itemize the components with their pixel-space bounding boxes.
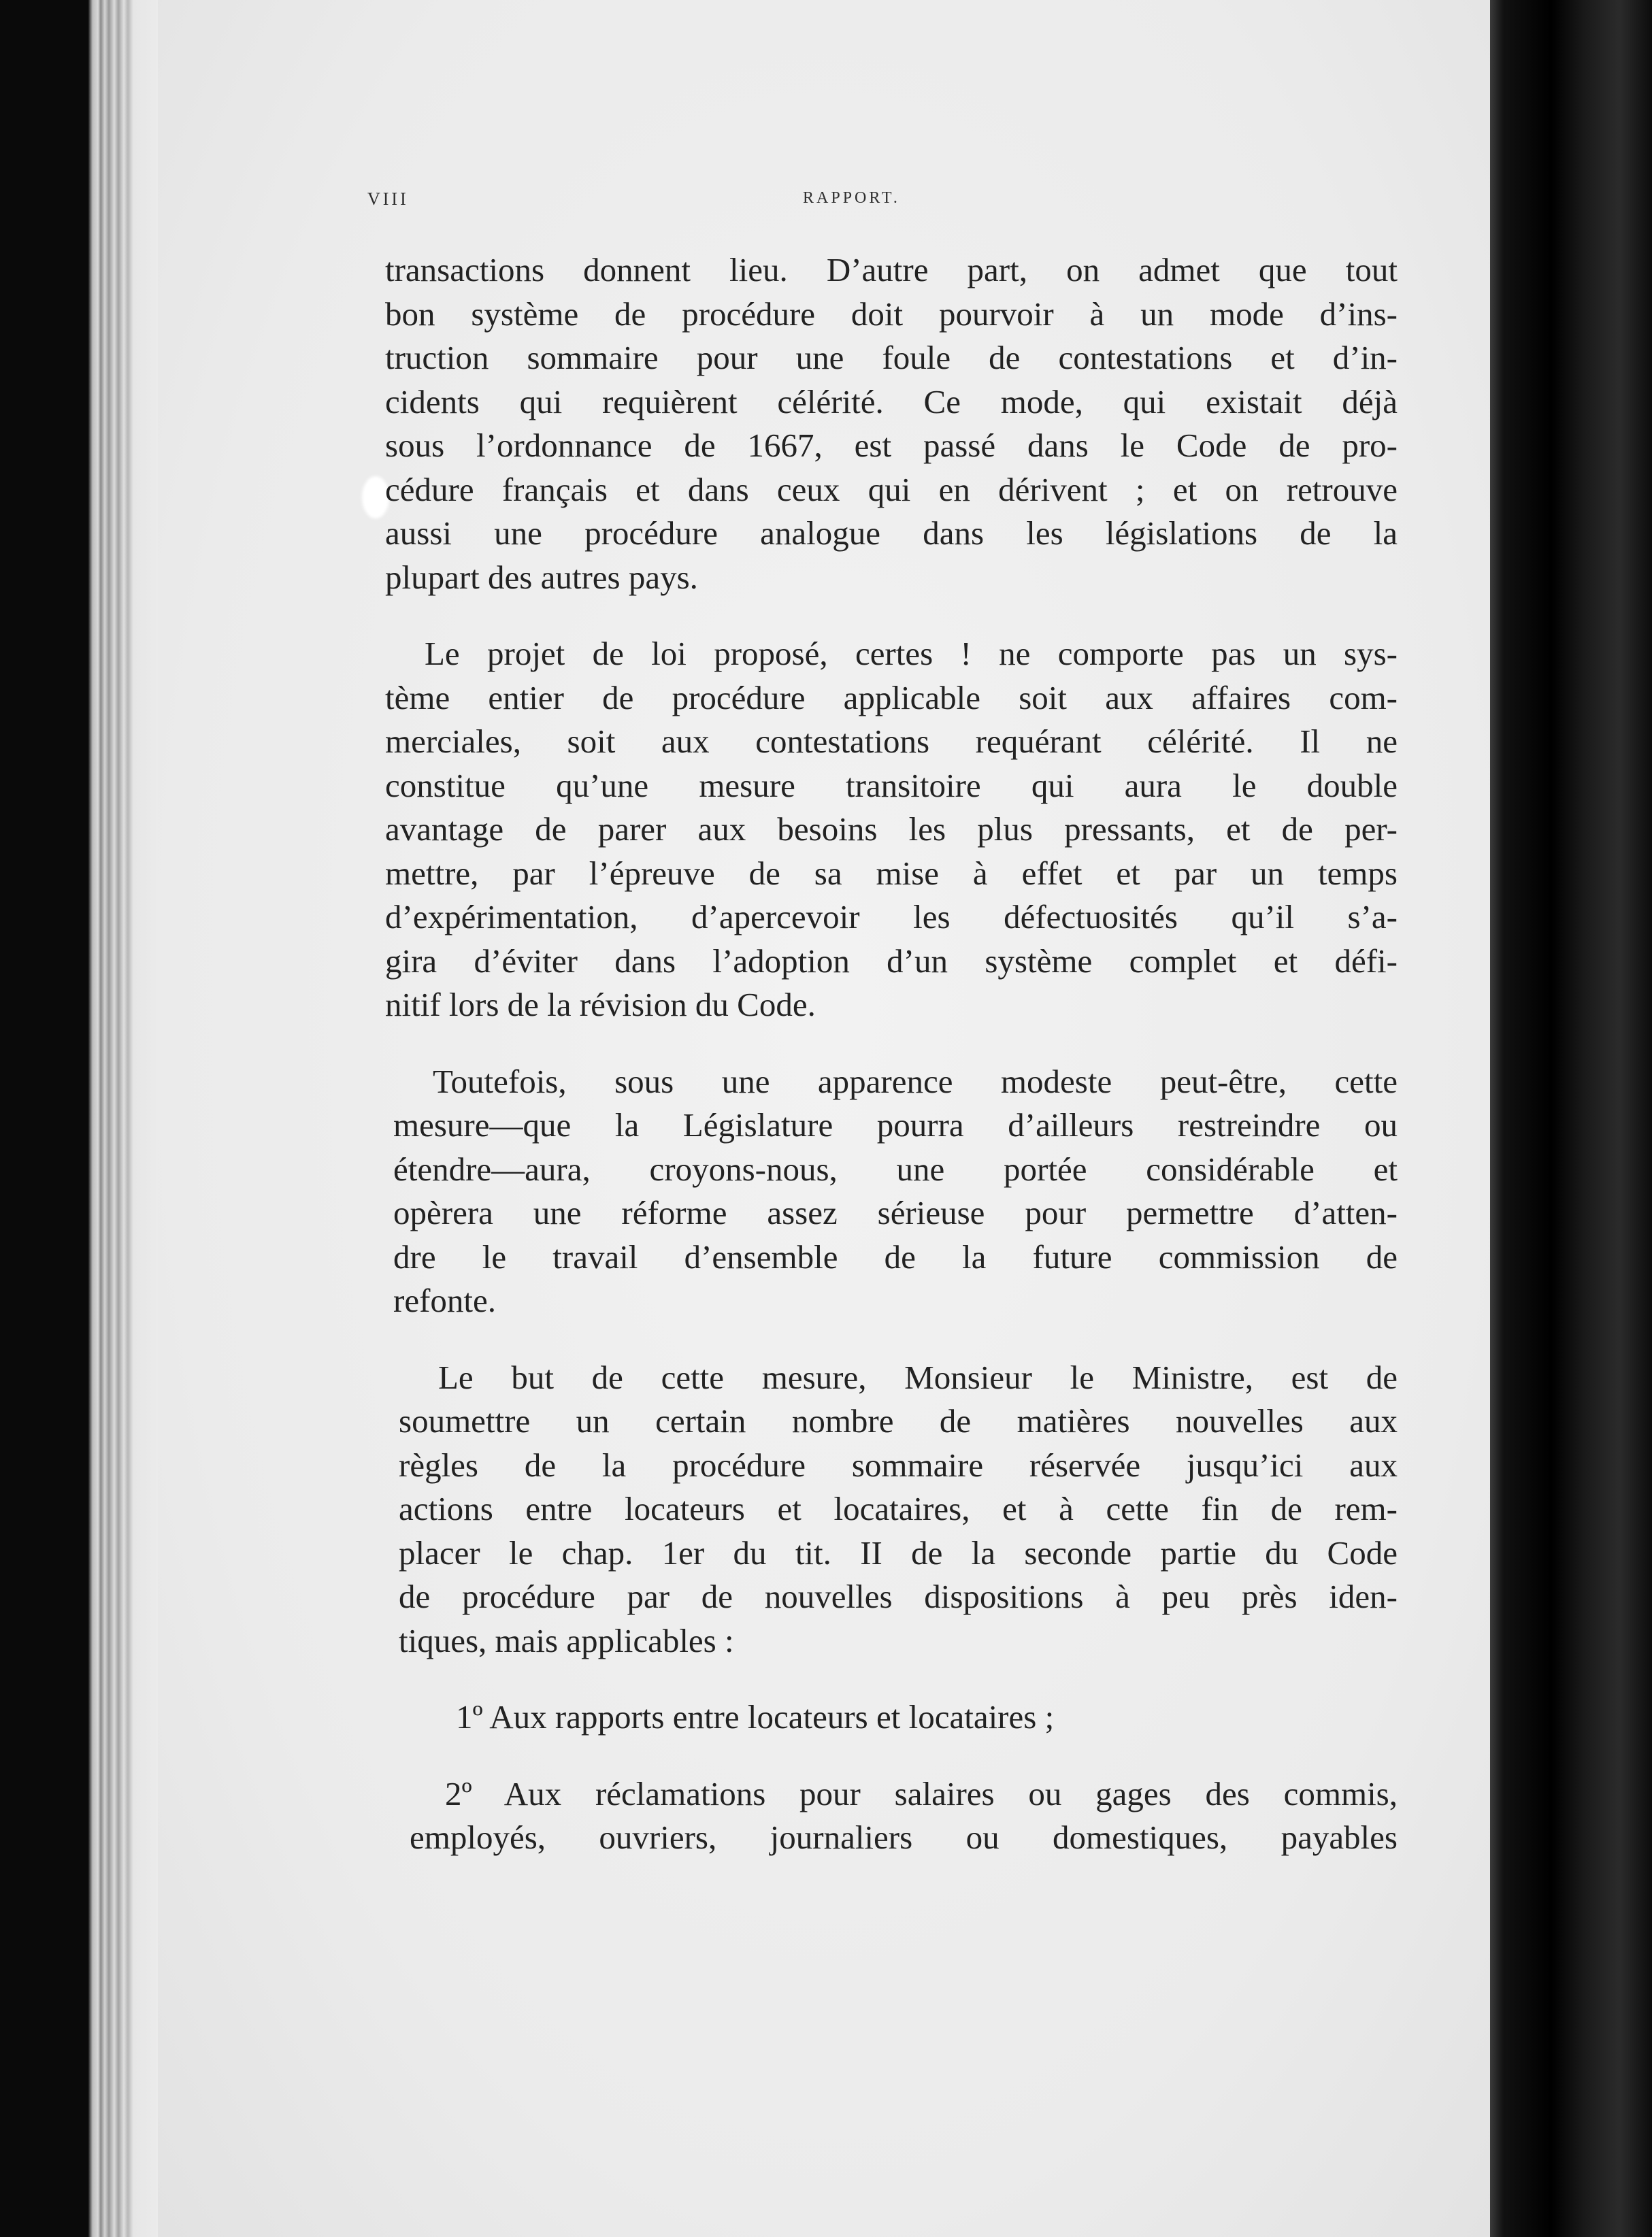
book-binding-shadow bbox=[1490, 0, 1652, 2237]
text-line: cédure français et dans ceux qui en dérivent ; et on retrouve bbox=[385, 470, 1398, 508]
text-line: cidents qui requièrent célérité. Ce mode, qui existait déjà bbox=[385, 382, 1398, 420]
paragraph-3 bbox=[385, 1060, 1398, 1323]
paragraph-gap bbox=[385, 1323, 1398, 1356]
text-line: merciales, soit aux contestations requérant célérité. Il ne bbox=[385, 723, 1398, 760]
text-line: d’expérimentation, d’apercevoir les défectuosités qu’il s’a- bbox=[385, 898, 1398, 935]
text-line: actions entre locateurs et locataires, et à cette fin de rem- bbox=[399, 1490, 1398, 1527]
paragraph-2 bbox=[385, 632, 1398, 1027]
text-line: transactions donnent lieu. D’autre part, on admet que tout bbox=[385, 251, 1398, 288]
text-line: constitue qu’une mesure transitoire qui aura le double bbox=[385, 766, 1398, 804]
text-line: plupart des autres pays. bbox=[385, 558, 698, 596]
paragraph-gap bbox=[385, 1027, 1398, 1060]
text-line: refonte. bbox=[393, 1282, 496, 1319]
text-line: employés, ouvriers, journaliers ou domestiques, payables bbox=[410, 1819, 1398, 1856]
paragraph-1 bbox=[385, 248, 1398, 599]
list-item-2 bbox=[385, 1772, 1398, 1860]
body-text bbox=[385, 248, 1398, 1860]
text-line: 2º Aux réclamations pour salaires ou gages des commis, bbox=[445, 1774, 1398, 1812]
text-line: étendre—aura, croyons-nous, une portée considérable et bbox=[393, 1150, 1398, 1188]
paragraph-4 bbox=[385, 1356, 1398, 1663]
text-line: tiques, mais applicables : bbox=[399, 1621, 734, 1659]
list-item-1 bbox=[385, 1695, 1398, 1740]
text-line: nitif lors de la révision du Code. bbox=[385, 986, 816, 1023]
paragraph-gap bbox=[385, 1740, 1398, 1772]
text-line: mesure—que la Législature pourra d’ailleurs restreindre ou bbox=[393, 1106, 1398, 1144]
text-line: Toutefois, sous une apparence modeste peut-être, cette bbox=[433, 1062, 1398, 1100]
text-line: dre le travail d’ensemble de la future commission de bbox=[393, 1238, 1398, 1276]
text-line: tème entier de procédure applicable soit aux affaires com- bbox=[385, 678, 1398, 716]
text-line: gira d’éviter dans l’adoption d’un système complet et défi- bbox=[385, 942, 1398, 980]
text-line: placer le chap. 1er du tit. II de la seconde partie du Code bbox=[399, 1534, 1398, 1572]
paragraph-gap bbox=[385, 599, 1398, 632]
running-head bbox=[367, 189, 1388, 216]
text-line: bon système de procédure doit pourvoir à un mode d’ins- bbox=[385, 295, 1398, 333]
text-line: de procédure par de nouvelles dispositions à peu près iden- bbox=[399, 1578, 1398, 1615]
page-number: VIII bbox=[367, 189, 409, 209]
text-line: 1º Aux rapports entre locateurs et locataires ; bbox=[456, 1698, 1055, 1736]
text-line: Le projet de loi proposé, certes ! ne comporte pas un sys- bbox=[425, 635, 1398, 672]
text-line: opèrera une réforme assez sérieuse pour permettre d’atten- bbox=[393, 1194, 1398, 1231]
text-line: aussi une procédure analogue dans les législations de la bbox=[385, 514, 1398, 552]
text-line: avantage de parer aux besoins les plus pressants, et de per- bbox=[385, 810, 1398, 848]
text-line: soumettre un certain nombre de matières nouvelles aux bbox=[399, 1402, 1398, 1440]
book-page-edges bbox=[88, 0, 163, 2237]
text-line: règles de la procédure sommaire réservée jusqu’ici aux bbox=[399, 1446, 1398, 1484]
text-line: sous l’ordonnance de 1667, est passé dans le Code de pro- bbox=[385, 427, 1398, 464]
text-line: mettre, par l’épreuve de sa mise à effet et par un temps bbox=[385, 854, 1398, 892]
scan-left-margin bbox=[0, 0, 102, 2237]
paragraph-gap bbox=[385, 1663, 1398, 1695]
running-title: RAPPORT. bbox=[803, 189, 900, 207]
text-line: Le but de cette mesure, Monsieur le Ministre, est de bbox=[438, 1358, 1398, 1396]
text-line: truction sommaire pour une foule de contestations et d’in- bbox=[385, 339, 1398, 376]
